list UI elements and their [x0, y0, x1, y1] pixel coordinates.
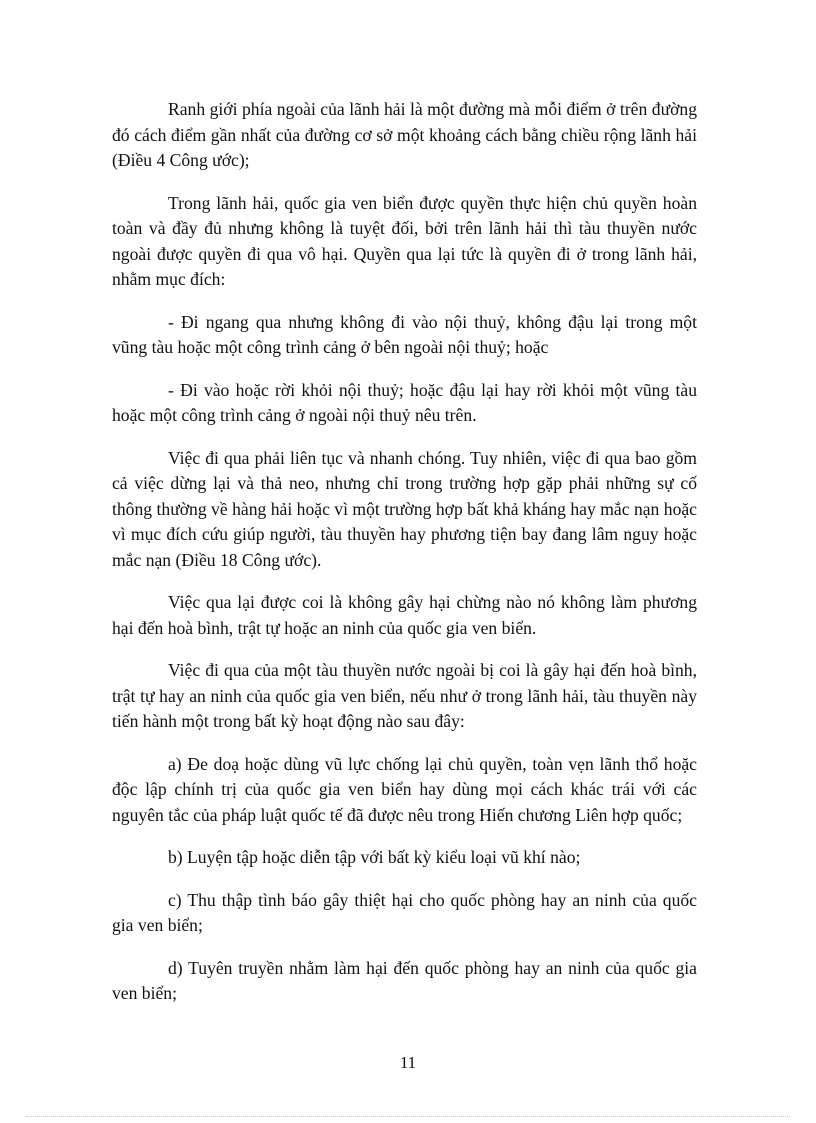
paragraph-innocent-passage: Việc qua lại được coi là không gây hại chừng nào nó không làm phương hại đến hoà bình, trật tự hoặc an ninh của quốc gia ven biển.: [112, 592, 697, 638]
list-item-b: b) Luyện tập hoặc diễn tập với bất kỳ kiểu loại vũ khí nào;: [168, 847, 581, 867]
paragraph-prejudicial-passage: Việc đi qua của một tàu thuyền nước ngoài bị coi là gây hại đến hoà bình, trật tự hay an ninh của quốc gia ven biển, nếu như ở trong lãnh hải, tàu thuyền này tiến hành một trong bất kỳ hoạt động nào sau đây:: [112, 660, 697, 731]
paragraph-continuous-passage: Việc đi qua phải liên tục và nhanh chóng. Tuy nhiên, việc đi qua bao gồm cả việc dừng lại và thả neo, nhưng chỉ trong trường hợp gặp phải những sự cố thông thường về hàng hải hoặc vì một trường hợp bất khả kháng hay mắc nạn hoặc vì mục đích cứu giúp người, tàu thuyền hay phương tiện bay đang lâm nguy hoặc mắc nạn (Điều 18 Công ước).: [112, 447, 697, 570]
list-item-a: a) Đe doạ hoặc dùng vũ lực chống lại chủ quyền, toàn vẹn lãnh thổ hoặc độc lập chính trị của quốc gia ven biển hay dùng mọi cách khác trái với các nguyên tắc của pháp luật quốc tế đã được nêu trong Hiến chương Liên hợp quốc;: [112, 753, 697, 825]
paragraph-outer-limit: Ranh giới phía ngoài của lãnh hải là một đường mà mỗi điểm ở trên đường đó cách điểm gần nhất của đường cơ sở một khoảng cách bằng chiều rộng lãnh hải (Điều 4 Công ước);: [112, 99, 697, 170]
page-bottom-divider: [26, 1116, 790, 1117]
paragraph-passage-traverse: - Đi ngang qua nhưng không đi vào nội thuỷ, không đậu lại trong một vũng tàu hoặc một công trình cảng ở bên ngoài nội thuỷ; hoặc: [112, 311, 697, 357]
list-item-d: d) Tuyên truyền nhằm làm hại đến quốc phòng hay an ninh của quốc gia ven biển;: [112, 957, 697, 1003]
paragraph-sovereignty: Trong lãnh hải, quốc gia ven biển được quyền thực hiện chủ quyền hoàn toàn và đầy đủ nhưng không là tuyệt đối, bởi trên lãnh hải thì tàu thuyền nước ngoài được quyền đi qua vô hại. Quyền qua lại tức là quyền đi ở trong lãnh hải, nhằm mục đích:: [112, 192, 697, 289]
list-item-c: c) Thu thập tình báo gây thiệt hại cho quốc phòng hay an ninh của quốc gia ven biển;: [112, 889, 697, 935]
page-number: 11: [399, 1053, 417, 1072]
document-body: [112, 97, 697, 1024]
paragraph-passage-enter-leave: - Đi vào hoặc rời khỏi nội thuỷ; hoặc đậu lại hay rời khỏi một vũng tàu hoặc một công trình cảng ở ngoài nội thuỷ nêu trên.: [112, 379, 697, 425]
